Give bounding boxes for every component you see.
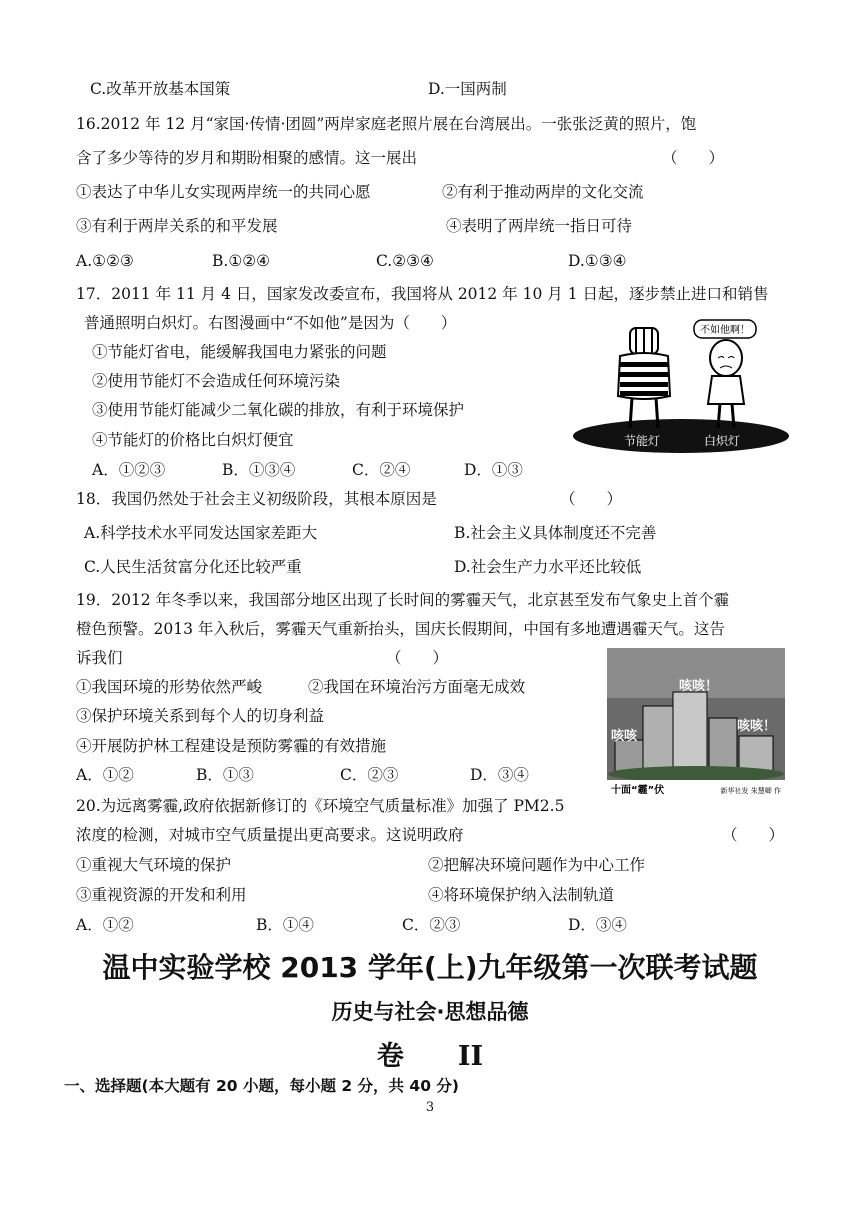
q18-option-a: A.科学技术水平同发达国家差距大 <box>84 524 318 542</box>
q18-option-b: B.社会主义具体制度还不完善 <box>454 524 657 542</box>
q20-stem-line1: 20.为远离雾霾,政府依据新修订的《环境空气质量标准》加强了 PM2.5 <box>76 797 565 815</box>
q19-option-d: D．③④ <box>470 766 529 784</box>
q16-stem-line1: 16.2012 年 12 月“家国·传情·团圆”两岸家庭老照片展在台湾展出。一张张泛黄的照片，饱 <box>76 115 697 133</box>
q16-statement-3: ③有利于两岸关系的和平发展 <box>76 217 278 235</box>
q20-answer-paren: （ ） <box>722 826 785 844</box>
q20-option-a: A．①② <box>76 916 134 934</box>
cartoon-caption: 十面“霾”伏 <box>611 785 665 796</box>
q19-statement-4: ④开展防护林工程建设是预防雾霾的有效措施 <box>76 737 387 755</box>
q16-option-b: B.①②④ <box>212 252 271 270</box>
q19-option-b: B．①③ <box>196 766 254 784</box>
subject-title: 历史与社会·思想品德 <box>331 1000 529 1024</box>
q17-stem-line1: 17．2011 年 11 月 4 日，国家发改委宣布，我国将从 2012 年 10 月 1 日起，逐步禁止进口和销售 <box>76 285 769 303</box>
q17-stem-line2: 普通照明白炽灯。右图漫画中“不如他”是因为（ ） <box>84 314 457 332</box>
cartoon-credit: 新华社发 朱慧卿 作 <box>720 787 781 795</box>
q16-statement-1: ①表达了中华儿女实现两岸统一的共同心愿 <box>76 183 371 201</box>
q16-statement-2: ②有利于推动两岸的文化交流 <box>442 183 644 201</box>
section-heading: 一、选择题(本大题有 20 小题，每小题 2 分，共 40 分) <box>64 1077 459 1095</box>
page-number: 3 <box>425 1100 435 1115</box>
q15-option-c: C.改革开放基本国策 <box>90 80 231 98</box>
cough-text-1: 咳咳！ <box>679 679 719 694</box>
q18-option-d: D.社会生产力水平还比较低 <box>454 558 642 576</box>
q20-option-c: C．②③ <box>402 916 461 934</box>
cough-text-2: 咳咳 <box>611 729 638 744</box>
q20-statement-4: ④将环境保护纳入法制轨道 <box>428 886 615 904</box>
q17-option-d: D．①③ <box>464 461 523 479</box>
q17-option-c: C．②④ <box>352 461 411 479</box>
q17-statement-2: ②使用节能灯不会造成任何环境污染 <box>92 372 341 390</box>
q17-option-a: A．①②③ <box>92 461 166 479</box>
q16-statement-4: ④表明了两岸统一指日可待 <box>446 217 633 235</box>
q20-statement-2: ②把解决环境问题作为中心工作 <box>428 856 646 874</box>
q15-option-d: D.一国两制 <box>428 80 507 98</box>
q19-stem-line3: 诉我们 <box>76 649 123 667</box>
q16-option-c: C.②③④ <box>376 252 434 270</box>
q19-option-c: C．②③ <box>340 766 399 784</box>
cartoon-speech-bubble: 不如他啊！ <box>700 325 750 336</box>
q19-answer-paren: （ ） <box>386 649 449 667</box>
q19-statement-3: ③保护环境关系到每个人的切身利益 <box>76 707 325 725</box>
q20-option-b: B．①④ <box>256 916 314 934</box>
smog-cartoon <box>607 648 785 798</box>
label-incandescent-lamp: 白炽灯 <box>703 434 741 448</box>
q18-option-c: C.人民生活贫富分化还比较严重 <box>84 558 302 576</box>
q19-option-a: A．①② <box>76 766 134 784</box>
q18-answer-paren: （ ） <box>560 490 623 508</box>
q16-stem-line2: 含了多少等待的岁月和期盼相聚的感情。这一展出 <box>76 149 418 167</box>
q20-stem-line2: 浓度的检测，对城市空气质量提出更高要求。这说明政府 <box>76 826 464 844</box>
q16-option-d: D.①③④ <box>568 252 627 270</box>
cough-text-3: 咳咳！ <box>737 719 777 734</box>
label-energy-saving-lamp: 节能灯 <box>623 434 661 448</box>
q19-stem-line1: 19．2012 年冬季以来，我国部分地区出现了长时间的雾霾天气，北京甚至发布气象史上首个霾 <box>76 591 730 609</box>
volume-title: 卷 II <box>376 1041 484 1072</box>
q17-statement-1: ①节能灯省电，能缓解我国电力紧张的问题 <box>92 343 387 361</box>
energy-saving-lamp-cartoon <box>572 318 790 453</box>
q20-option-d: D．③④ <box>568 916 627 934</box>
q17-statement-4: ④节能灯的价格比白炽灯便宜 <box>92 431 294 449</box>
q18-stem: 18．我国仍然处于社会主义初级阶段，其根本原因是 <box>76 490 437 508</box>
q20-statement-1: ①重视大气环境的保护 <box>76 856 232 874</box>
q19-stem-line2: 橙色预警。2013 年入秋后，雾霾天气重新抬头，国庆长假期间，中国有多地遭遇霾天气。这告 <box>76 620 725 638</box>
q16-option-a: A.①②③ <box>76 252 134 270</box>
q19-statement-2: ②我国在环境治污方面毫无成效 <box>308 678 526 696</box>
q17-option-b: B．①③④ <box>222 461 296 479</box>
q19-statement-1: ①我国环境的形势依然严峻 <box>76 678 263 696</box>
q16-answer-paren: （ ） <box>662 149 725 167</box>
q17-statement-3: ③使用节能灯能减少二氧化碳的排放，有利于环境保护 <box>92 401 465 419</box>
exam-title: 温中实验学校 2013 学年(上)九年级第一次联考试题 <box>102 951 758 984</box>
q20-statement-3: ③重视资源的开发和利用 <box>76 886 247 904</box>
